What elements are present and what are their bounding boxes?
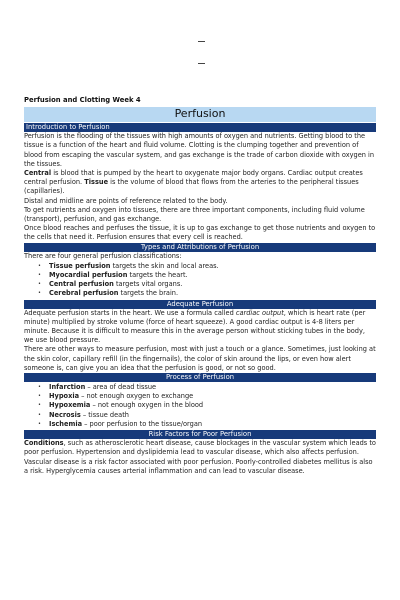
term-tissue: Tissue: [84, 178, 109, 187]
list-item: [38, 392, 376, 401]
list-item: [38, 271, 376, 280]
term: Infarction: [49, 383, 86, 392]
intro-paragraph: [24, 169, 376, 197]
adequate-paragraph: [24, 309, 376, 346]
dash-mark: [198, 41, 205, 42]
process-list: [24, 383, 376, 429]
adequate-paragraph: There are other ways to measure perfusion, most with just a touch or a glance. Sometimes, just looking at the skin color, capillary refill (in the fingernails), the color of skin around the lips, or even how alert someone is, can give you an idea that the perfusion is good, or not so good.: [24, 345, 376, 372]
term: Myocardial perfusion: [49, 271, 128, 280]
section-header-intro: Introduction to Perfusion: [24, 123, 376, 132]
intro-paragraph: To get nutrients and oxygen into tissues, there are three important components, including fluid volume (transport), perfusion, and gas exchange.: [24, 205, 365, 224]
intro-paragraph: Distal and midline are points of reference related to the body.: [24, 196, 228, 205]
term: Ischemia: [49, 419, 83, 428]
document-title: Perfusion and Clotting Week 4: [24, 96, 141, 104]
text: targets the heart.: [127, 271, 188, 280]
text: is blood that is pumped by the heart to oxygenate major body organs. Cardiac output creates central perfusion.: [24, 169, 363, 187]
text: – not enough oxygen to exchange: [79, 392, 194, 401]
text: targets the skin and local areas.: [110, 261, 219, 270]
section-header-process: Process of Perfusion: [24, 373, 376, 382]
types-list: [24, 262, 376, 299]
text: – not enough oxygen in the blood: [90, 401, 204, 410]
main-banner: Perfusion: [24, 107, 376, 122]
list-item: [38, 262, 376, 271]
text: – tissue death: [80, 410, 129, 419]
term: Necrosis: [49, 410, 81, 419]
list-item: [38, 411, 376, 420]
intro-paragraph: Perfusion is the flooding of the tissues with high amounts of oxygen and nutrients. Getting blood to the tissue is a function of the heart and fluid volume. Clotting is the clumping together and prevention of blood from escaping the vascular system, and gas exchange is the trade of carbon dioxide with oxygen in the tissues.: [24, 132, 375, 168]
dash-mark: [198, 63, 205, 64]
term: Cerebral perfusion: [49, 289, 119, 298]
list-item: [38, 383, 376, 392]
section-header-risk: Risk Factors for Poor Perfusion: [24, 430, 376, 439]
term-cardiac-output: cardiac output: [235, 308, 284, 317]
term: Central perfusion: [49, 280, 114, 289]
section-header-types: Types and Attributions of Perfusion: [24, 243, 376, 252]
list-item: [38, 280, 376, 289]
term: Hypoxemia: [49, 401, 91, 410]
risk-paragraph: [24, 439, 376, 476]
term: Hypoxia: [49, 392, 80, 401]
text: , which is heart rate (per minute) multiplied by stroke volume (force of heart squeeze). A good cardiac output is 4-8 liters per minute. Because it is difficult to measure this in the average person without sticking tubes in the body, we use blood pressure.: [24, 308, 366, 345]
list-item: [38, 420, 376, 429]
list-item: [38, 289, 376, 298]
list-item: [38, 401, 376, 410]
types-lead: There are four general perfusion classifications:: [24, 251, 182, 260]
section-header-adequate: Adequate Perfusion: [24, 300, 376, 309]
intro-paragraph: Once blood reaches and perfuses the tissue, it is up to gas exchange to get those nutrients and oxygen to the cells that need it. Perfusion ensures that every cell is reached.: [24, 224, 376, 242]
document-page: [24, 96, 376, 476]
text: – poor perfusion to the tissue/organ: [82, 419, 203, 428]
text: Adequate perfusion starts in the heart. We use a formula called: [24, 308, 236, 317]
text: is the volume of blood that flows from the arteries to the peripheral tissues (capillaries).: [24, 178, 359, 196]
text: – area of dead tissue: [85, 383, 157, 392]
term: Tissue perfusion: [49, 261, 111, 270]
text: targets the brain.: [118, 289, 179, 298]
text: targets vital organs.: [113, 280, 183, 289]
term-conditions: Conditions: [24, 439, 64, 448]
text: , such as atherosclerotic heart disease, cause blockages in the vascular system which leads to poor perfusion. Hypertension and dyslipidemia lead to vascular disease, which also affects perfusion. Vascular disease is a risk factor associated with poor perfusion. Poorly-controlled diabetes mellitus is also a risk. Hyperglycemia causes arterial inflammation and can lead to vascular disease.: [24, 439, 376, 475]
term-central: Central: [24, 169, 52, 178]
